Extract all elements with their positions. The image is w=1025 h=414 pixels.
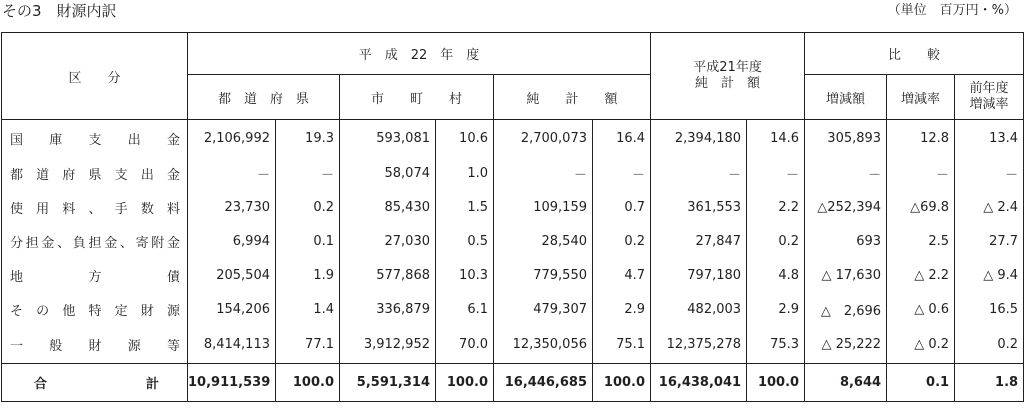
- cell-pref-ratio: 1.9: [276, 258, 340, 292]
- cell-net: 12,350,056: [494, 326, 593, 364]
- cell-muni-ratio: 1.5: [436, 190, 494, 224]
- cell-net-ratio: 0.2: [593, 224, 651, 258]
- cell-muni: 577,868: [340, 258, 436, 292]
- cell-pref-ratio: 19.3: [276, 120, 340, 157]
- cell-prev: 16,438,041: [651, 364, 747, 402]
- cell-pref: 205,504: [188, 258, 276, 292]
- cell-net: 28,540: [494, 224, 593, 258]
- header-zougenritsu: 増減率: [887, 75, 955, 120]
- header-shichoson: 市 町 村: [340, 75, 494, 120]
- cell-net: 479,307: [494, 292, 593, 326]
- cell-net-ratio: 16.4: [593, 120, 651, 157]
- cell-prev: 12,375,278: [651, 326, 747, 364]
- cell-diff: －: [805, 156, 887, 190]
- cell-pref: 154,206: [188, 292, 276, 326]
- header-zennendo-line2: 増減率: [969, 97, 1009, 112]
- cell-prev-ratio: 0.2: [747, 224, 805, 258]
- cell-prev-change: △ 9.4: [955, 258, 1024, 292]
- cell-pref-ratio: －: [276, 156, 340, 190]
- table-row: [2, 224, 1024, 258]
- cell-pref: 10,911,539: [188, 364, 276, 402]
- revenue-sources-table: [1, 32, 1024, 402]
- cell-pref: 2,106,992: [188, 120, 276, 157]
- cell-prev-change: 27.7: [955, 224, 1024, 258]
- cell-diff: 693: [805, 224, 887, 258]
- cell-prev: 27,847: [651, 224, 747, 258]
- cell-net: 16,446,685: [494, 364, 593, 402]
- cell-diff-ratio: △ 0.2: [887, 326, 955, 364]
- row-label: 分担金、負担金、寄附金: [2, 224, 188, 258]
- table-row-total: [2, 364, 1024, 402]
- cell-prev: －: [651, 156, 747, 190]
- cell-prev-change: △ 2.4: [955, 190, 1024, 224]
- cell-prev-ratio: 100.0: [747, 364, 805, 402]
- cell-net: －: [494, 156, 593, 190]
- cell-prev-ratio: －: [747, 156, 805, 190]
- cell-diff-ratio: 2.5: [887, 224, 955, 258]
- cell-prev: 2,394,180: [651, 120, 747, 157]
- cell-diff: 305,893: [805, 120, 887, 157]
- table-caption: その3 財源内訳: [2, 2, 117, 20]
- cell-prev-ratio: 75.3: [747, 326, 805, 364]
- cell-prev-ratio: 2.9: [747, 292, 805, 326]
- header-zougengaku: 増減額: [805, 75, 887, 120]
- cell-diff-ratio: △ 2.2: [887, 258, 955, 292]
- header-hikaku: 比 較: [805, 33, 1024, 75]
- table-row: [2, 190, 1024, 224]
- cell-prev-change: 1.8: [955, 364, 1024, 402]
- cell-pref: 23,730: [188, 190, 276, 224]
- cell-prev-ratio: 2.2: [747, 190, 805, 224]
- table-row: [2, 326, 1024, 364]
- row-label: 地方債: [2, 258, 188, 292]
- cell-prev-change: 16.5: [955, 292, 1024, 326]
- header-zennendo: [955, 75, 1024, 120]
- row-label: 都道府県支出金: [2, 156, 188, 190]
- cell-muni-ratio: 10.3: [436, 258, 494, 292]
- cell-muni-ratio: 10.6: [436, 120, 494, 157]
- row-label: 一般財源等: [2, 326, 188, 364]
- row-label: その他特定財源: [2, 292, 188, 326]
- cell-diff-ratio: △ 0.6: [887, 292, 955, 326]
- cell-pref-ratio: 0.2: [276, 190, 340, 224]
- header-year21: [651, 33, 805, 120]
- cell-muni: 85,430: [340, 190, 436, 224]
- cell-muni: 5,591,314: [340, 364, 436, 402]
- cell-diff: 8,644: [805, 364, 887, 402]
- cell-pref: 8,414,113: [188, 326, 276, 364]
- cell-muni: 593,081: [340, 120, 436, 157]
- cell-prev-change: 0.2: [955, 326, 1024, 364]
- table-row: [2, 156, 1024, 190]
- cell-diff: △ 17,630: [805, 258, 887, 292]
- header-kubun: 区 分: [2, 33, 188, 120]
- cell-muni: 27,030: [340, 224, 436, 258]
- cell-diff-ratio: 0.1: [887, 364, 955, 402]
- cell-pref-ratio: 0.1: [276, 224, 340, 258]
- cell-pref-ratio: 100.0: [276, 364, 340, 402]
- cell-net: 2,700,073: [494, 120, 593, 157]
- cell-muni-ratio: 6.1: [436, 292, 494, 326]
- cell-pref: －: [188, 156, 276, 190]
- header-zennendo-line1: 前年度: [969, 81, 1009, 96]
- cell-net-ratio: 100.0: [593, 364, 651, 402]
- cell-muni-ratio: 100.0: [436, 364, 494, 402]
- cell-prev-ratio: 4.8: [747, 258, 805, 292]
- cell-prev: 482,003: [651, 292, 747, 326]
- cell-diff: △252,394: [805, 190, 887, 224]
- cell-muni: 3,912,952: [340, 326, 436, 364]
- unit-note: （単位 百万円・%）: [887, 3, 1017, 18]
- header-todofuken: 都 道 府 県: [188, 75, 340, 120]
- cell-net-ratio: 0.7: [593, 190, 651, 224]
- cell-muni: 336,879: [340, 292, 436, 326]
- table-row: [2, 120, 1024, 157]
- cell-pref-ratio: 77.1: [276, 326, 340, 364]
- cell-net-ratio: 4.7: [593, 258, 651, 292]
- cell-diff-ratio: 12.8: [887, 120, 955, 157]
- cell-diff: △ 2,696: [805, 292, 887, 326]
- cell-net: 779,550: [494, 258, 593, 292]
- cell-prev-ratio: 14.6: [747, 120, 805, 157]
- table-row: [2, 292, 1024, 326]
- row-label-total: 合計: [2, 364, 188, 402]
- cell-muni-ratio: 70.0: [436, 326, 494, 364]
- header-year22: 平 成 22 年 度: [188, 33, 651, 75]
- cell-diff: △ 25,222: [805, 326, 887, 364]
- row-label: 使用料、手数料: [2, 190, 188, 224]
- header-year21-line2: 純 計 額: [695, 76, 761, 91]
- header-junkei: 純 計 額: [494, 75, 651, 120]
- cell-muni-ratio: 1.0: [436, 156, 494, 190]
- row-label: 国庫支出金: [2, 120, 188, 157]
- cell-prev-change: 13.4: [955, 120, 1024, 157]
- cell-net-ratio: －: [593, 156, 651, 190]
- cell-pref: 6,994: [188, 224, 276, 258]
- cell-net: 109,159: [494, 190, 593, 224]
- cell-net-ratio: 75.1: [593, 326, 651, 364]
- cell-diff-ratio: △69.8: [887, 190, 955, 224]
- cell-muni-ratio: 0.5: [436, 224, 494, 258]
- cell-prev-change: －: [955, 156, 1024, 190]
- cell-prev: 361,553: [651, 190, 747, 224]
- cell-pref-ratio: 1.4: [276, 292, 340, 326]
- cell-muni: 58,074: [340, 156, 436, 190]
- table-row: [2, 258, 1024, 292]
- header-year21-line1: 平成21年度: [693, 60, 762, 75]
- cell-prev: 797,180: [651, 258, 747, 292]
- cell-net-ratio: 2.9: [593, 292, 651, 326]
- cell-diff-ratio: －: [887, 156, 955, 190]
